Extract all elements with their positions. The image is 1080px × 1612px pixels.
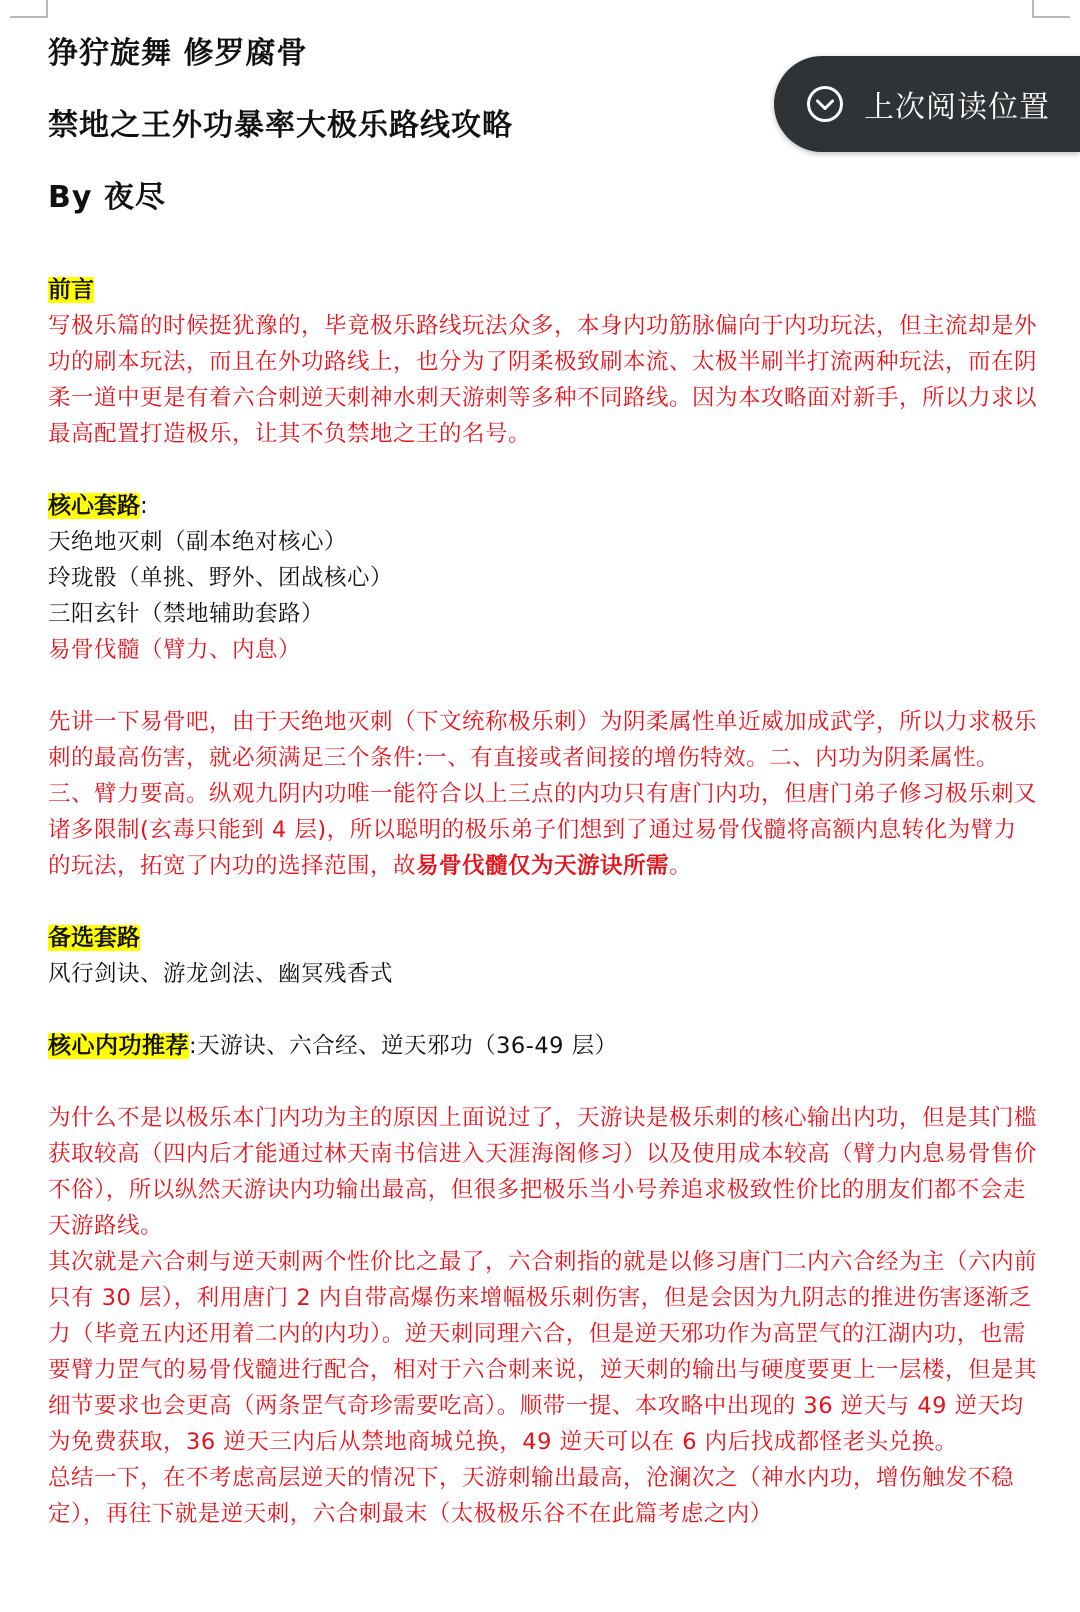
analysis-paragraph-3: 总结一下，在不考虑高层逆天的情况下，天游刺输出最高，沧澜次之（神水内功，增伤触发不稳定），再往下就是逆天刺，六合刺最末（太极极乐谷不在此篇考虑之内）: [48, 1465, 1015, 1527]
preface-paragraph: 写极乐篇的时候挺犹豫的，毕竟极乐路线玩法众多，本身内功筋脉偏向于内功玩法，但主流却是外功的刷本玩法，而且在外功路线上，也分为了阴柔极致刷本流、太极半刷半打流两种玩法，而在阴柔一道中更是有着六合刺逆天刺神水刺天游刺等多种不同路线。因为本攻略面对新手，所以力求以最高配置打造极乐，让其不负禁地之王的名号。: [48, 313, 1038, 447]
yigu-paragraph: [48, 704, 1038, 884]
title-line-2: 禁地之王外功暴率大极乐路线攻略: [48, 108, 513, 143]
alt-moves-text: 风行剑诀、游龙剑法、幽冥残香式: [48, 961, 394, 987]
core-move-item: 三阳玄针（禁地辅助套路）: [48, 601, 325, 627]
core-moves-heading: [48, 488, 1038, 524]
core-neigong-line: [48, 1028, 1038, 1064]
page-corner-mark-left: [10, 0, 48, 18]
yigu-end: 。: [669, 853, 693, 879]
yigu-emphasis: 易骨伐髓仅为天游诀所需: [416, 853, 670, 879]
resume-reading-button[interactable]: [774, 56, 1080, 152]
preface-heading-text: 前言: [48, 277, 94, 303]
analysis-paragraph-2: 其次就是六合刺与逆天刺两个性价比之最了，六合刺指的就是以修习唐门二内六合经为主（六内前只有 30 层），利用唐门 2 内自带高爆伤来增幅极乐刺伤害，但是会因为九阴志的推进伤害逐渐乏力（毕竟五内还用着二内的内功）。逆天刺同理六合，但是逆天邪功作为高罡气的江湖内功，也需要臂力罡气的易骨伐髓进行配合，相对于六合刺来说，逆天刺的输出与硬度要更上一层楼，但是其细节要求也会更高（两条罡气奇珍需要吃高）。顺带一提、本攻略中出现的 36 逆天与 49 逆天均为免费获取，36 逆天三内后从禁地商城兑换，49 逆天可以在 6 内后找成都怪老头兑换。: [48, 1249, 1038, 1455]
core-move-item: 玲珑骰（单挑、野外、团战核心）: [48, 565, 394, 591]
resume-reading-label: 上次阅读位置: [864, 90, 1050, 125]
page-corner-mark-right: [1032, 0, 1070, 18]
yigu-text: 先讲一下易骨吧，由于天绝地灭刺（下文统称极乐刺）为阴柔属性单近威加成武学，所以力求极乐刺的最高伤害，就必须满足三个条件:一、有直接或者间接的增伤特效。二、内功为阴柔属性。三、臂力要高。纵观九阴内功唯一能符合以上三点的内功只有唐门内功，但唐门弟子修习极乐刺又诸多限制(玄毒只能到 4 层)，所以聪明的极乐弟子们想到了通过易骨伐髓将高额内息转化为臂力的玩法，拓宽了内功的选择范围，故: [48, 709, 1038, 879]
author-line: By 夜尽: [48, 180, 166, 215]
alt-moves-heading: [48, 920, 1038, 956]
core-moves-colon: :: [140, 493, 148, 519]
core-neigong-heading: 核心内功推荐: [48, 1033, 189, 1059]
core-move-item: 天绝地灭刺（副本绝对核心）: [48, 529, 348, 555]
core-moves-heading-text: 核心套路: [48, 493, 140, 519]
title-line-1: 狰狞旋舞 修罗腐骨: [48, 36, 308, 71]
document-body: [48, 30, 1038, 1532]
core-move-item: 易骨伐髓（臂力、内息）: [48, 637, 302, 663]
core-neigong-text: :天游诀、六合经、逆天邪功（36-49 层）: [189, 1033, 618, 1059]
alt-moves-heading-text: 备选套路: [48, 925, 140, 951]
chevron-down-circle-icon: [806, 85, 844, 123]
analysis-paragraph-1: 为什么不是以极乐本门内功为主的原因上面说过了，天游诀是极乐刺的核心输出内功，但是其门槛获取较高（四内后才能通过林天南书信进入天涯海阁修习）以及使用成本较高（臂力内息易骨售价不俗），所以纵然天游诀内功输出最高，但很多把极乐当小号养追求极致性价比的朋友们都不会走天游路线。: [48, 1105, 1038, 1239]
preface-heading: [48, 272, 1038, 308]
